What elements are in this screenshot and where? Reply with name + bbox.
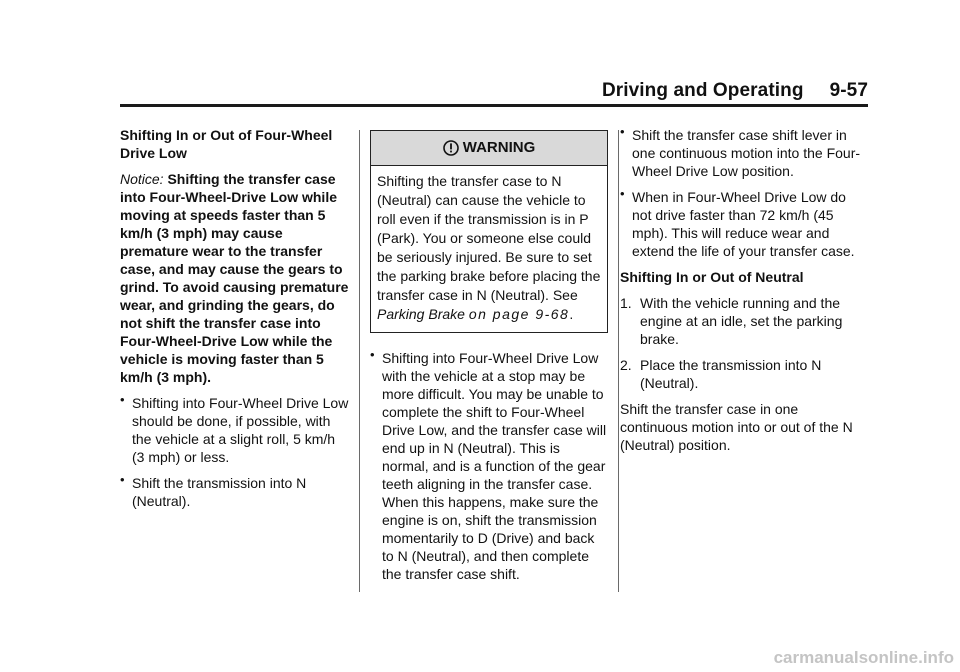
column-1 [120, 126, 350, 518]
list-item-text: When in Four-Wheel Drive Low do not drive faster than 72 km/h (45 mph). This will reduce wear and extend the life of your transfer case. [632, 189, 855, 259]
notice-label: Notice: [120, 171, 164, 187]
bullet-icon: • [620, 186, 625, 201]
warning-icon [443, 140, 459, 156]
bullet-icon: • [620, 124, 625, 139]
watermark: carmanualsonline.info [773, 648, 954, 667]
bullet-icon: • [370, 347, 375, 362]
list-item [120, 474, 350, 510]
list-item-text: Shifting into Four-Wheel Drive Low should be done, if possible, with the vehicle at a slight roll, 5 km/h (3 mph) or less. [132, 395, 349, 465]
notice-text: Shifting the transfer case into Four-Wheel-Drive Low while moving at speeds faster than 5 km/h (3 mph) may cause premature wear to the transfer case, and may cause the gears to grind. To avoid causing premature wear, and grinding the gears, do not shift the transfer case into Four-Wheel-Drive Low while the vehicle is moving faster than 5 km/h (3 mph). [120, 171, 349, 385]
step-text: With the vehicle running and the engine at an idle, set the parking brake. [640, 295, 843, 347]
warning-body [371, 166, 607, 332]
list-item-text: Shift the transfer case shift lever in one continuous motion into the Four-Wheel Drive Low position. [632, 127, 861, 179]
warning-header [371, 131, 607, 166]
list-item [120, 394, 350, 466]
notice [120, 170, 350, 386]
bullet-icon: • [120, 392, 125, 407]
closing-paragraph: Shift the transfer case in one continuous motion into or out of the N (Neutral) position. [620, 401, 853, 453]
section-heading-four-wheel-low: Shifting In or Out of Four-Wheel Drive Low [120, 127, 333, 161]
warning-end: . [569, 306, 574, 322]
warning-text: Shifting the transfer case to N (Neutral) can cause the vehicle to roll even if the transmission is in P (Park). You or someone else could be seriously injured. Be sure to set the parking brake before placing the transfer case in N (Neutral). See [377, 173, 601, 303]
step-item [620, 356, 868, 392]
section-title: Driving and Operating [601, 80, 804, 101]
step-number: 2. [620, 357, 632, 373]
warning-title: WARNING [462, 139, 536, 156]
page-number: 9-57 [829, 80, 868, 101]
header-rule [120, 104, 868, 107]
bullet-icon: • [120, 472, 125, 487]
warning-reference-link[interactable]: Parking Brake [377, 306, 465, 322]
list-item-text: Shift the transmission into N (Neutral). [132, 475, 307, 509]
step-number: 1. [620, 295, 632, 311]
list-item [620, 126, 868, 180]
warning-box [370, 130, 608, 333]
step-text: Place the transmission into N (Neutral). [640, 357, 822, 391]
header-text [602, 80, 868, 102]
step-item [620, 294, 868, 348]
column-divider-2 [618, 130, 619, 592]
column-2 [370, 126, 608, 591]
section-heading-neutral: Shifting In or Out of Neutral [620, 269, 804, 285]
column-3 [620, 126, 868, 462]
warning-reference-page[interactable]: on page 9-68 [468, 306, 570, 322]
list-item [620, 188, 868, 260]
list-item [370, 349, 608, 583]
column-divider-1 [359, 130, 360, 592]
list-item-text: Shifting into Four-Wheel Drive Low with the vehicle at a stop may be more difficult. You may be unable to complete the shift to Four-Wheel Drive Low, and the transfer case will end up in N (Neutral). This is normal, and is a function of the gear teeth aligning in the transfer case. When this happens, make sure the engine is on, shift the transmission momentarily to D (Drive) and back to N (Neutral), and then complete the transfer case shift. [382, 350, 607, 582]
